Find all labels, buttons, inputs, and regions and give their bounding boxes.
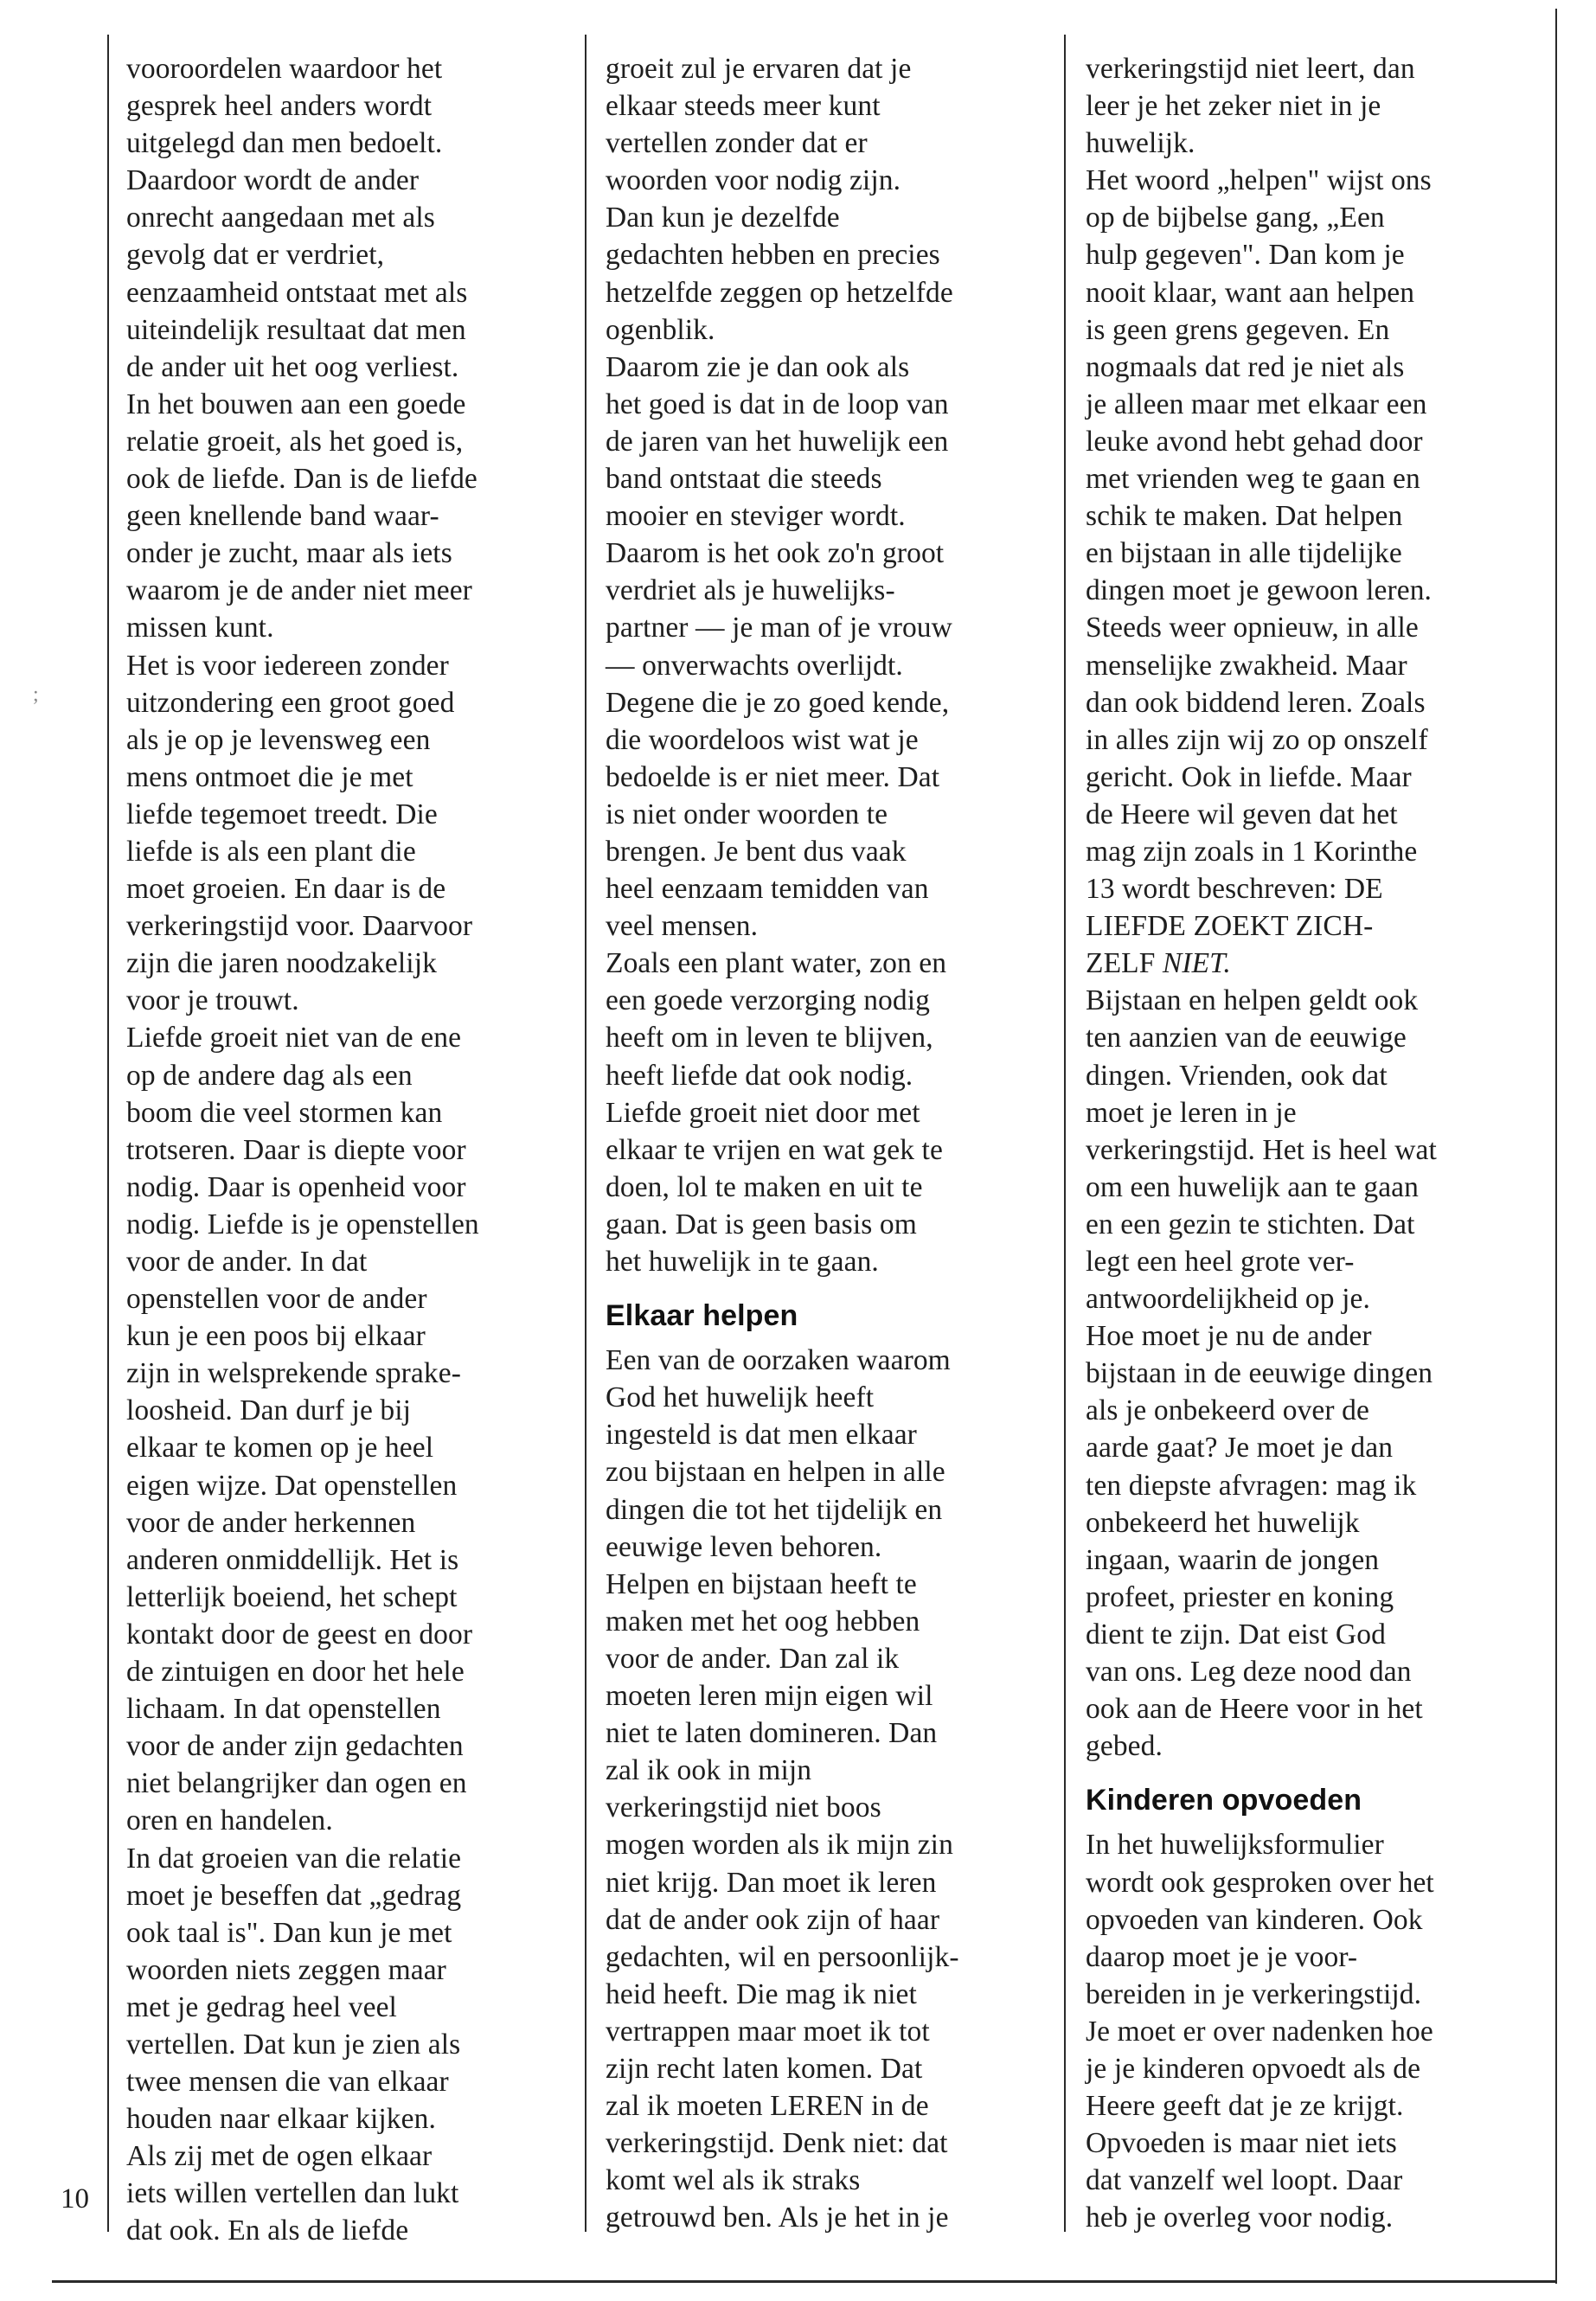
text-line: de zintuigen en door het hele bbox=[126, 1656, 465, 1689]
text-line: als je op je levensweg een bbox=[126, 723, 431, 756]
column-2-paragraphs-1 bbox=[606, 50, 1055, 1280]
text-line: is niet onder woorden te bbox=[606, 798, 888, 830]
text-line: Het is voor iedereen zonder bbox=[126, 649, 449, 682]
text-line: In het huwelijksformulier bbox=[1086, 1829, 1384, 1862]
text-line: om een huwelijk aan te gaan bbox=[1086, 1170, 1420, 1203]
text-line: liefde tegemoet treedt. Die bbox=[126, 798, 438, 830]
text-line: mag zijn zoals in 1 Korinthe bbox=[1086, 835, 1418, 868]
text-line: uitgelegd dan men bedoelt. bbox=[126, 127, 443, 160]
text-line: Als zij met de ogen elkaar bbox=[126, 2140, 433, 2173]
text-line: het huwelijk in te gaan. bbox=[606, 1246, 879, 1278]
text-line: woorden niets zeggen maar bbox=[126, 1953, 446, 1986]
text-line: verkeringstijd. Denk niet: dat bbox=[606, 2127, 948, 2160]
text-line: bedoelde is er niet meer. Dat bbox=[606, 760, 940, 793]
text-line: ten diepste afvragen: mag ik bbox=[1086, 1469, 1417, 1502]
text-line: elkaar te komen op je heel bbox=[126, 1432, 434, 1465]
text-line: Daardoor wordt de ander bbox=[126, 164, 420, 197]
bottom-rule bbox=[52, 2280, 1557, 2283]
text-line: verkeringstijd. Het is heel wat bbox=[1086, 1133, 1437, 1166]
text-line: heb je overleg voor nodig. bbox=[1086, 2202, 1394, 2234]
text-line: Zoals een plant water, zon en bbox=[606, 947, 947, 980]
text-line: bereiden in je verkeringstijd. bbox=[1086, 1977, 1422, 2010]
text-column-1 bbox=[126, 50, 576, 2250]
text-line: eeuwige leven behoren. bbox=[606, 1530, 882, 1563]
text-line: daarop moet je je voor- bbox=[1086, 1940, 1358, 1973]
text-line: komt wel als ik straks bbox=[606, 2164, 861, 2197]
text-line: liefde is als een plant die bbox=[126, 835, 416, 868]
text-line: op de bijbelse gang, „Een bbox=[1086, 202, 1385, 234]
text-line: opvoeden van kinderen. Ook bbox=[1086, 1903, 1423, 1936]
text-line: en bijstaan in alle tijdelijke bbox=[1086, 537, 1402, 570]
column-rule-middle-1 bbox=[585, 35, 586, 2232]
text-line: als je onbekeerd over de bbox=[1086, 1394, 1369, 1427]
text-line: partner — je man of je vrouw bbox=[606, 612, 952, 644]
text-line: moet je leren in je bbox=[1086, 1096, 1297, 1129]
text-line: je alleen maar met elkaar een bbox=[1086, 388, 1427, 420]
text-line: Liefde groeit niet van de ene bbox=[126, 1022, 462, 1054]
text-column-2 bbox=[606, 50, 1055, 2236]
emphasis-word: NIET. bbox=[1162, 947, 1231, 980]
text-line: dingen moet je gewoon leren. bbox=[1086, 574, 1433, 607]
text-line: nogmaals dat red je niet als bbox=[1086, 350, 1405, 383]
text-line: vertrappen maar moet ik tot bbox=[606, 2015, 930, 2048]
text-line: eigen wijze. Dat openstellen bbox=[126, 1469, 458, 1502]
text-line: ogenblik. bbox=[606, 313, 715, 346]
text-line: aarde gaat? Je moet je dan bbox=[1086, 1432, 1394, 1465]
emphasis-line bbox=[1086, 945, 1535, 982]
text-line: vertellen zonder dat er bbox=[606, 127, 868, 160]
text-line: Dan kun je dezelfde bbox=[606, 202, 840, 234]
text-line: vooroordelen waardoor het bbox=[126, 53, 443, 85]
text-line: niet krijg. Dan moet ik leren bbox=[606, 1866, 937, 1899]
text-line: iets willen vertellen dan lukt bbox=[126, 2177, 459, 2210]
text-line: Liefde groeit niet door met bbox=[606, 1096, 920, 1129]
text-line: die woordeloos wist wat je bbox=[606, 723, 919, 756]
page-number: 10 bbox=[61, 2183, 89, 2214]
column-rule-right bbox=[1555, 9, 1557, 2284]
text-line: ook taal is". Dan kun je met bbox=[126, 1916, 452, 1949]
text-line: brengen. Je bent dus vaak bbox=[606, 835, 907, 868]
text-line: LIEFDE ZOEKT ZICH- bbox=[1086, 910, 1374, 943]
text-line: met vrienden weg te gaan en bbox=[1086, 463, 1420, 496]
column-2-paragraphs-2 bbox=[606, 1342, 1055, 2236]
text-line: eenzaamheid ontstaat met als bbox=[126, 276, 468, 309]
text-line: band ontstaat die steeds bbox=[606, 463, 882, 496]
text-line: dingen. Vrienden, ook dat bbox=[1086, 1059, 1388, 1092]
text-line: twee mensen die van elkaar bbox=[126, 2066, 449, 2099]
text-line: gedachten, wil en persoonlijk- bbox=[606, 1940, 959, 1973]
text-line: onder je zucht, maar als iets bbox=[126, 537, 452, 570]
text-line: uitzondering een groot goed bbox=[126, 686, 455, 719]
text-line: Een van de oorzaken waarom bbox=[606, 1344, 951, 1377]
text-line: zijn in welsprekende sprake- bbox=[126, 1357, 461, 1390]
text-line: de jaren van het huwelijk een bbox=[606, 425, 949, 458]
text-line: heid heeft. Die mag ik niet bbox=[606, 1977, 917, 2010]
text-line: profeet, priester en koning bbox=[1086, 1580, 1394, 1613]
text-line: leer je het zeker niet in je bbox=[1086, 90, 1381, 123]
column-3-paragraphs-1 bbox=[1086, 50, 1535, 945]
text-line: elkaar te vrijen en wat gek te bbox=[606, 1133, 943, 1166]
text-line: mogen worden als ik mijn zin bbox=[606, 1829, 953, 1862]
text-line: dat vanzelf wel loopt. Daar bbox=[1086, 2164, 1403, 2197]
text-line: nodig. Liefde is je openstellen bbox=[126, 1208, 479, 1240]
text-line: Daarom zie je dan ook als bbox=[606, 350, 910, 383]
text-line: heel eenzaam temidden van bbox=[606, 873, 929, 906]
text-line: legt een heel grote ver- bbox=[1086, 1246, 1355, 1278]
text-line: leuke avond hebt gehad door bbox=[1086, 425, 1423, 458]
text-line: voor de ander. In dat bbox=[126, 1246, 368, 1278]
text-line: ten aanzien van de eeuwige bbox=[1086, 1022, 1407, 1054]
text-line: In dat groeien van die relatie bbox=[126, 1842, 462, 1875]
text-line: dient te zijn. Dat eist God bbox=[1086, 1618, 1386, 1650]
text-line: dan ook biddend leren. Zoals bbox=[1086, 686, 1426, 719]
text-line: hetzelfde zeggen op hetzelfde bbox=[606, 276, 953, 309]
text-line: lichaam. In dat openstellen bbox=[126, 1693, 441, 1726]
section-heading-elkaar-helpen: Elkaar helpen bbox=[606, 1299, 798, 1333]
column-1-body bbox=[126, 50, 576, 2250]
text-line: gevolg dat er verdriet, bbox=[126, 239, 385, 272]
text-line: onbekeerd het huwelijk bbox=[1086, 1506, 1360, 1539]
text-line: dat de ander ook zijn of haar bbox=[606, 1903, 940, 1936]
text-line: verkeringstijd niet leert, dan bbox=[1086, 53, 1415, 85]
text-line: zijn die jaren noodzakelijk bbox=[126, 947, 437, 980]
text-line: kontakt door de geest en door bbox=[126, 1618, 473, 1650]
text-line: elkaar steeds meer kunt bbox=[606, 90, 881, 123]
text-line: vertellen. Dat kun je zien als bbox=[126, 2028, 461, 2061]
text-line: mens ontmoet die je met bbox=[126, 760, 413, 793]
text-line: is geen grens gegeven. En bbox=[1086, 313, 1390, 346]
text-line: gebed. bbox=[1086, 1730, 1163, 1763]
text-line: ingaan, waarin de jongen bbox=[1086, 1543, 1380, 1576]
text-line: Daarom is het ook zo'n groot bbox=[606, 537, 945, 570]
text-line: de Heere wil geven dat het bbox=[1086, 798, 1398, 830]
text-line: zal ik ook in mijn bbox=[606, 1754, 812, 1787]
text-line: woorden voor nodig zijn. bbox=[606, 164, 901, 197]
text-line: Je moet er over nadenken hoe bbox=[1086, 2015, 1433, 2048]
text-line: trotseren. Daar is diepte voor bbox=[126, 1133, 466, 1166]
text-line: heeft om in leven te blijven, bbox=[606, 1022, 933, 1054]
text-line: veel mensen. bbox=[606, 910, 759, 943]
text-line: zou bijstaan en helpen in alle bbox=[606, 1456, 945, 1489]
column-3-paragraphs-3 bbox=[1086, 1826, 1535, 2236]
text-line: schik te maken. Dat helpen bbox=[1086, 500, 1403, 533]
text-line: zijn recht laten komen. Dat bbox=[606, 2052, 923, 2085]
text-line: huwelijk. bbox=[1086, 127, 1195, 160]
text-line: wordt ook gesproken over het bbox=[1086, 1866, 1434, 1899]
text-line: doen, lol te maken en uit te bbox=[606, 1170, 923, 1203]
text-line: Heere geeft dat je ze krijgt. bbox=[1086, 2090, 1404, 2123]
text-line: het goed is dat in de loop van bbox=[606, 388, 949, 420]
text-line: en een gezin te stichten. Dat bbox=[1086, 1208, 1415, 1240]
stray-mark: ; bbox=[33, 683, 39, 706]
text-line: waarom je de ander niet meer bbox=[126, 574, 472, 607]
text-line: gericht. Ook in liefde. Maar bbox=[1086, 760, 1412, 793]
text-line: relatie groeit, als het goed is, bbox=[126, 425, 464, 458]
text-line: onrecht aangedaan met als bbox=[126, 202, 435, 234]
text-line: Degene die je zo goed kende, bbox=[606, 686, 950, 719]
text-line: heeft liefde dat ook nodig. bbox=[606, 1059, 913, 1092]
text-line: niet te laten domineren. Dan bbox=[606, 1717, 938, 1750]
text-line: verkeringstijd voor. Daarvoor bbox=[126, 910, 473, 943]
text-line: missen kunt. bbox=[126, 612, 274, 644]
text-line: geen knellende band waar- bbox=[126, 500, 439, 533]
text-line: ingesteld is dat men elkaar bbox=[606, 1419, 917, 1452]
text-line: moeten leren mijn eigen wil bbox=[606, 1680, 933, 1713]
text-line: nodig. Daar is openheid voor bbox=[126, 1170, 466, 1203]
text-line: In het bouwen aan een goede bbox=[126, 388, 466, 420]
text-line: met je gedrag heel veel bbox=[126, 1990, 397, 2023]
text-line: niet belangrijker dan ogen en bbox=[126, 1767, 467, 1800]
text-line: Steeds weer opnieuw, in alle bbox=[1086, 612, 1419, 644]
text-line: menselijke zwakheid. Maar bbox=[1086, 649, 1407, 682]
text-line: antwoordelijkheid op je. bbox=[1086, 1283, 1370, 1316]
text-line: gaan. Dat is geen basis om bbox=[606, 1208, 917, 1240]
section-heading-kinderen-opvoeden: Kinderen opvoeden bbox=[1086, 1784, 1362, 1817]
text-line: gedachten hebben en precies bbox=[606, 239, 940, 272]
text-line: moet groeien. En daar is de bbox=[126, 873, 446, 906]
text-column-3 bbox=[1086, 50, 1535, 2236]
text-line: voor de ander herkennen bbox=[126, 1506, 416, 1539]
emphasis-line-prefix: ZELF bbox=[1086, 947, 1163, 980]
text-line: Het woord „helpen" wijst ons bbox=[1086, 164, 1432, 197]
text-line: Bijstaan en helpen geldt ook bbox=[1086, 984, 1419, 1017]
text-line: Opvoeden is maar niet iets bbox=[1086, 2127, 1397, 2160]
text-line: houden naar elkaar kijken. bbox=[126, 2103, 436, 2136]
text-line: getrouwd ben. Als je het in je bbox=[606, 2202, 949, 2234]
text-line: moet je beseffen dat „gedrag bbox=[126, 1879, 462, 1912]
text-line: verdriet als je huwelijks- bbox=[606, 574, 895, 607]
text-line: je je kinderen opvoedt als de bbox=[1086, 2052, 1421, 2085]
text-line: Helpen en bijstaan heeft te bbox=[606, 1567, 917, 1600]
text-line: loosheid. Dan durf je bij bbox=[126, 1394, 412, 1427]
text-line: Hoe moet je nu de ander bbox=[1086, 1320, 1372, 1353]
text-line: in alles zijn wij zo op onszelf bbox=[1086, 723, 1428, 756]
text-line: bijstaan in de eeuwige dingen bbox=[1086, 1357, 1433, 1390]
text-line: ook aan de Heere voor in het bbox=[1086, 1693, 1423, 1726]
text-line: groeit zul je ervaren dat je bbox=[606, 53, 912, 85]
text-line: boom die veel stormen kan bbox=[126, 1096, 443, 1129]
text-line: uiteindelijk resultaat dat men bbox=[126, 313, 466, 346]
text-line: mooier en steviger wordt. bbox=[606, 500, 906, 533]
text-line: oren en handelen. bbox=[126, 1804, 333, 1837]
text-line: openstellen voor de ander bbox=[126, 1283, 427, 1316]
text-line: dingen die tot het tijdelijk en bbox=[606, 1493, 943, 1526]
text-line: zal ik moeten LEREN in de bbox=[606, 2090, 929, 2123]
column-3-paragraphs-2 bbox=[1086, 982, 1535, 1765]
text-line: een goede verzorging nodig bbox=[606, 984, 931, 1017]
text-line: maken met het oog hebben bbox=[606, 1605, 920, 1638]
text-line: kun je een poos bij elkaar bbox=[126, 1320, 426, 1353]
text-line: op de andere dag als een bbox=[126, 1059, 413, 1092]
text-line: de ander uit het oog verliest. bbox=[126, 350, 459, 383]
text-line: gesprek heel anders wordt bbox=[126, 90, 433, 123]
text-line: voor de ander. Dan zal ik bbox=[606, 1642, 900, 1675]
column-rule-left bbox=[107, 35, 109, 2232]
text-line: dat ook. En als de liefde bbox=[126, 2214, 409, 2247]
text-line: anderen onmiddellijk. Het is bbox=[126, 1543, 459, 1576]
text-line: — onverwachts overlijdt. bbox=[606, 649, 903, 682]
text-line: van ons. Leg deze nood dan bbox=[1086, 1656, 1412, 1689]
text-line: verkeringstijd niet boos bbox=[606, 1791, 881, 1824]
text-line: voor je trouwt. bbox=[126, 984, 299, 1017]
text-line: letterlijk boeiend, het schept bbox=[126, 1580, 458, 1613]
text-line: hulp gegeven". Dan kom je bbox=[1086, 239, 1405, 272]
text-line: voor de ander zijn gedachten bbox=[126, 1730, 464, 1763]
column-rule-middle-2 bbox=[1064, 35, 1066, 2232]
text-line: ook de liefde. Dan is de liefde bbox=[126, 463, 478, 496]
text-line: 13 wordt beschreven: DE bbox=[1086, 873, 1383, 906]
text-line: nooit klaar, want aan helpen bbox=[1086, 276, 1415, 309]
text-line: God het huwelijk heeft bbox=[606, 1381, 875, 1414]
